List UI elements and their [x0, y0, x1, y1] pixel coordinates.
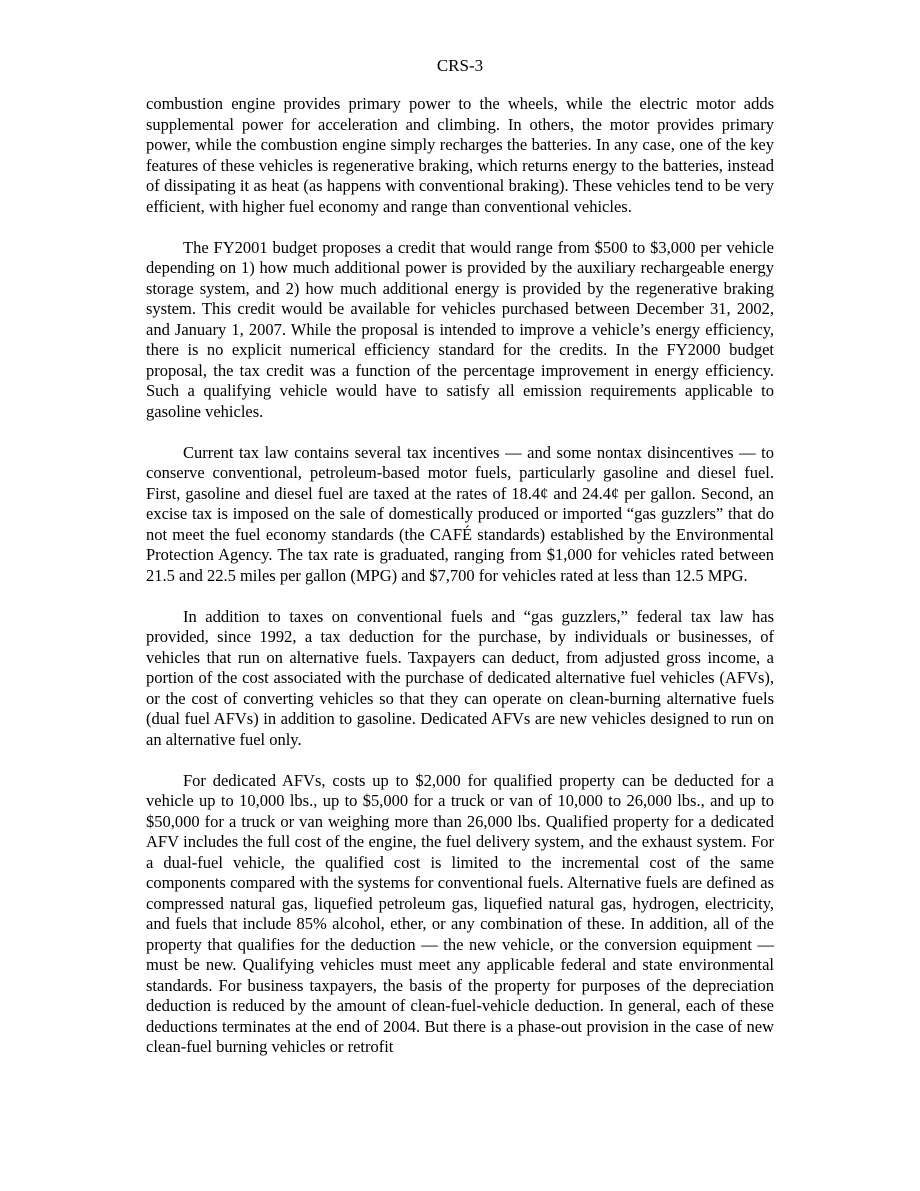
- paragraph-fy2001-budget-credit: The FY2001 budget proposes a credit that would range from $500 to $3,000 per vehicle depending on 1) how much additional power is provided by the auxiliary rechargeable energy storage system, and 2) how much additional energy is provided by the regenerative braking system. This credit would be available for vehicles purchased between December 31, 2002, and January 1, 2007. While the proposal is intended to improve a vehicle’s energy efficiency, there is no explicit numerical efficiency standard for the credits. In the FY2000 budget proposal, the tax credit was a function of the percentage improvement in energy efficiency. Such a qualifying vehicle would have to satisfy all emission requirements applicable to gasoline vehicles.: [146, 237, 774, 421]
- paragraph-alternative-fuel-deduction: In addition to taxes on conventional fuels and “gas guzzlers,” federal tax law has provided, since 1992, a tax deduction for the purchase, by individuals or businesses, of vehicles that run on alternative fuels. Taxpayers can deduct, from adjusted gross income, a portion of the cost associated with the purchase of dedicated alternative fuel vehicles (AFVs), or the cost of converting vehicles so that they can operate on clean-burning alternative fuels (dual fuel AFVs) in addition to gasoline. Dedicated AFVs are new vehicles designed to run on an alternative fuel only.: [146, 606, 774, 749]
- paragraph-current-tax-law: Current tax law contains several tax incentives — and some nontax disincentives — to conserve conventional, petroleum-based motor fuels, particularly gasoline and diesel fuel. First, gasoline and diesel fuel are taxed at the rates of 18.4¢ and 24.4¢ per gallon. Second, an excise tax is imposed on the sale of domestically produced or imported “gas guzzlers” that do not meet the fuel economy standards (the CAFÉ standards) established by the Environmental Protection Agency. The tax rate is graduated, ranging from $1,000 for vehicles rated between 21.5 and 22.5 miles per gallon (MPG) and $7,700 for vehicles rated at less than 12.5 MPG.: [146, 442, 774, 585]
- page-number-header: CRS-3: [436, 56, 484, 75]
- paragraph-dedicated-afvs: For dedicated AFVs, costs up to $2,000 for qualified property can be deducted for a vehicle up to 10,000 lbs., up to $5,000 for a truck or van of 10,000 to 26,000 lbs., and up to $50,000 for a truck or van weighing more than 26,000 lbs. Qualified property for a dedicated AFV includes the full cost of the engine, the fuel delivery system, and the exhaust system. For a dual-fuel vehicle, the qualified cost is limited to the incremental cost of the same components compared with the systems for conventional fuels. Alternative fuels are defined as compressed natural gas, liquefied petroleum gas, liquefied natural gas, hydrogen, electricity, and fuels that include 85% alcohol, ether, or any combination of these. In addition, all of the property that qualifies for the deduction — the new vehicle, or the conversion equipment — must be new. Qualifying vehicles must meet any applicable federal and state environmental standards. For business taxpayers, the basis of the property for purposes of the depreciation deduction is reduced by the amount of clean-fuel-vehicle deduction. In general, each of these deductions terminates at the end of 2004. But there is a phase-out provision in the case of new clean-fuel burning vehicles or retrofit: [146, 770, 774, 1056]
- paragraph-hybrid-vehicles-continued: combustion engine provides primary power to the wheels, while the electric motor adds supplemental power for acceleration and climbing. In others, the motor provides primary power, while the combustion engine simply recharges the batteries. In any case, one of the key features of these vehicles is regenerative braking, which returns energy to the batteries, instead of dissipating it as heat (as happens with conventional braking). These vehicles tend to be very efficient, with higher fuel economy and range than conventional vehicles.: [146, 94, 774, 216]
- document-body: [146, 94, 774, 1058]
